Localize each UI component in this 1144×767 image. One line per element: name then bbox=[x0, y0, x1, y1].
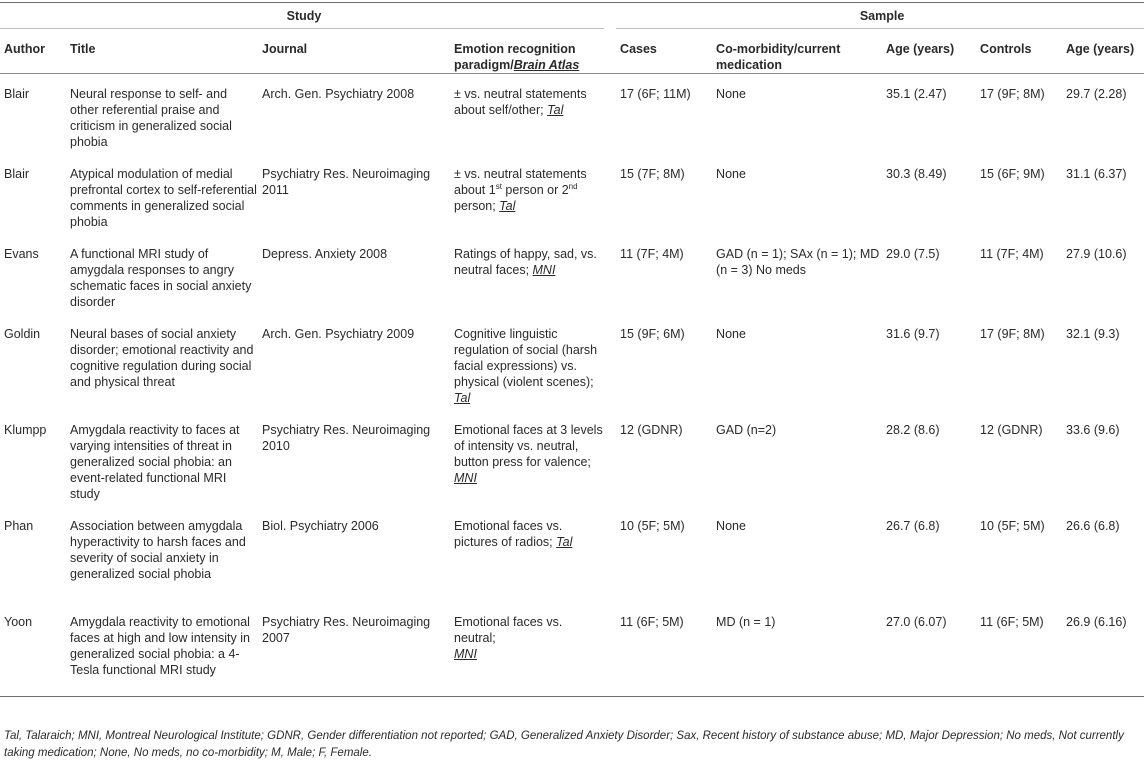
atlas-label: MNI bbox=[454, 471, 477, 485]
cell-age-controls: 32.1 (9.3) bbox=[1066, 327, 1120, 341]
paradigm-text: ± vs. neutral statements about 1 bbox=[454, 167, 587, 197]
table-row bbox=[0, 234, 1144, 314]
cell-author: Yoon bbox=[0, 602, 66, 697]
cell-comorbidity: None bbox=[716, 87, 746, 101]
header-age-controls: Age (years) bbox=[1062, 29, 1144, 74]
paradigm-text: Ratings of happy, sad, vs. neutral faces; bbox=[454, 247, 597, 277]
table-row bbox=[0, 602, 1144, 697]
atlas-label: MNI bbox=[532, 263, 556, 277]
cell-cases: 11 (7F; 4M) bbox=[620, 247, 684, 261]
cell-paradigm bbox=[450, 74, 604, 155]
header-age-cases: Age (years) bbox=[882, 29, 976, 74]
atlas-label: Tal bbox=[547, 103, 564, 117]
table-row bbox=[0, 506, 1144, 602]
atlas-label: Tal bbox=[499, 199, 516, 213]
cell-gap bbox=[604, 154, 616, 234]
cell-age-controls: 33.6 (9.6) bbox=[1066, 423, 1120, 437]
atlas-label: Tal bbox=[556, 535, 573, 549]
atlas-label: Tal bbox=[454, 391, 471, 405]
cell-journal: Psychiatry Res. Neuroimaging 2010 bbox=[262, 423, 431, 453]
cell-paradigm bbox=[450, 602, 604, 697]
cell-paradigm bbox=[450, 234, 604, 314]
cell-controls: 11 (7F; 4M) bbox=[980, 247, 1044, 261]
cell-cases: 11 (6F; 5M) bbox=[616, 602, 712, 697]
cell-title: A functional MRI study of amygdala responses to angry schematic faces in social anxiety disorder bbox=[70, 247, 252, 309]
cell-comorbidity: None bbox=[716, 519, 746, 533]
cell-title: Association between amygdala hyperactivity to harsh faces and severity of social anxiety in generalized social phobia bbox=[70, 519, 246, 581]
atlas-label: MNI bbox=[454, 647, 477, 661]
cell-gap bbox=[604, 410, 616, 506]
cell-age-cases: 29.0 (7.5) bbox=[886, 247, 940, 261]
cell-age-controls: 27.9 (10.6) bbox=[1066, 247, 1127, 261]
group-header-gap bbox=[604, 3, 616, 29]
cell-paradigm bbox=[450, 410, 604, 506]
cell-comorbidity: None bbox=[716, 167, 746, 181]
header-comorbidity: Co-morbidity/current medication bbox=[712, 29, 882, 74]
paradigm-text: Emotional faces vs. neutral; bbox=[454, 615, 563, 645]
cell-controls: 10 (5F; 5M) bbox=[980, 519, 1045, 533]
column-header-row bbox=[0, 29, 1144, 74]
cell-cases: 15 (9F; 6M) bbox=[620, 327, 685, 341]
cell-paradigm bbox=[450, 154, 604, 234]
cell-gap bbox=[604, 314, 616, 410]
table-row bbox=[0, 410, 1144, 506]
paradigm-text: ± vs. neutral statements about self/other; bbox=[454, 87, 587, 117]
cell-age-cases: 28.2 (8.6) bbox=[886, 423, 940, 437]
cell-author: Blair bbox=[4, 167, 30, 181]
header-controls: Controls bbox=[976, 29, 1062, 74]
paradigm-text-3: person; bbox=[454, 199, 500, 213]
cell-gap bbox=[604, 74, 616, 155]
cell-author: Evans bbox=[4, 247, 39, 261]
header-cases: Cases bbox=[616, 29, 712, 74]
group-header-study: Study bbox=[0, 3, 604, 29]
cell-age-cases: 30.3 (8.49) bbox=[886, 167, 947, 181]
cell-cases: 17 (6F; 11M) bbox=[620, 87, 691, 101]
cell-cases: 10 (5F; 5M) bbox=[620, 519, 685, 533]
cell-gap bbox=[604, 234, 616, 314]
cell-controls: 17 (9F; 8M) bbox=[980, 87, 1045, 101]
cell-comorbidity: GAD (n=2) bbox=[716, 423, 777, 437]
cell-comorbidity: MD (n = 1) bbox=[712, 602, 882, 697]
cell-author: Blair bbox=[4, 87, 30, 101]
cell-age-controls: 31.1 (6.37) bbox=[1066, 167, 1127, 181]
cell-author: Goldin bbox=[4, 327, 41, 341]
table-row bbox=[0, 74, 1144, 155]
paradigm-text: Cognitive linguistic regulation of social (harsh facial expressions) vs. physical (violent scenes); bbox=[454, 327, 598, 389]
cell-age-controls: 29.7 (2.28) bbox=[1066, 87, 1127, 101]
header-author: Author bbox=[0, 29, 66, 74]
cell-age-controls: 26.9 (6.16) bbox=[1062, 602, 1144, 697]
cell-journal: Depress. Anxiety 2008 bbox=[262, 247, 388, 261]
cell-journal: Biol. Psychiatry 2006 bbox=[262, 519, 379, 533]
studies-table bbox=[0, 2, 1144, 697]
cell-journal: Arch. Gen. Psychiatry 2009 bbox=[262, 327, 415, 341]
cell-title: Amygdala reactivity to emotional faces at high and low intensity in generalized social phobia: a 4-Tesla functional MRI study bbox=[66, 602, 258, 697]
cell-controls: 11 (6F; 5M) bbox=[976, 602, 1062, 697]
cell-journal: Arch. Gen. Psychiatry 2008 bbox=[262, 87, 415, 101]
cell-age-cases: 26.7 (6.8) bbox=[886, 519, 940, 533]
cell-comorbidity: GAD (n = 1); SAx (n = 1); MD (n = 3) No meds bbox=[716, 247, 880, 277]
cell-journal: Psychiatry Res. Neuroimaging 2007 bbox=[258, 602, 450, 697]
superscript-st: st bbox=[495, 182, 502, 191]
header-title: Title bbox=[66, 29, 258, 74]
header-brain-atlas: Brain Atlas bbox=[513, 58, 580, 72]
header-journal: Journal bbox=[258, 29, 450, 74]
cell-controls: 12 (GDNR) bbox=[980, 423, 1043, 437]
superscript-nd: nd bbox=[568, 182, 578, 191]
cell-author: Phan bbox=[4, 519, 34, 533]
paradigm-text-2: person or 2 bbox=[501, 183, 569, 197]
cell-gap bbox=[604, 506, 616, 602]
cell-age-cases: 27.0 (6.07) bbox=[882, 602, 976, 697]
paradigm-text: Emotional faces at 3 levels of intensity vs. neutral, button press for valence; bbox=[454, 423, 603, 469]
cell-age-cases: 35.1 (2.47) bbox=[886, 87, 947, 101]
cell-controls: 17 (9F; 8M) bbox=[980, 327, 1045, 341]
table-row bbox=[0, 154, 1144, 234]
cell-cases: 15 (7F; 8M) bbox=[620, 167, 685, 181]
cell-age-controls: 26.6 (6.8) bbox=[1066, 519, 1120, 533]
group-header-row bbox=[0, 3, 1144, 29]
header-paradigm bbox=[450, 29, 604, 74]
cell-controls: 15 (6F; 9M) bbox=[980, 167, 1045, 181]
cell-journal: Psychiatry Res. Neuroimaging 2011 bbox=[262, 167, 431, 197]
group-header-sample: Sample bbox=[616, 3, 1144, 29]
cell-paradigm bbox=[450, 314, 604, 410]
table-footnote: Tal, Talaraich; MNI, Montreal Neurological Institute; GDNR, Gender differentiation not reported; GAD, Generalized Anxiety Disorder; Sax, Recent history of substance abuse; MD, Major Depression; No meds, Not currently taking medication; None, No meds, no co-morbidity; M, Male; F, Female. bbox=[4, 730, 1124, 759]
cell-cases: 12 (GDNR) bbox=[620, 423, 683, 437]
cell-title: Neural response to self- and other referential praise and criticism in generalized social phobia bbox=[70, 87, 232, 149]
cell-title: Amygdala reactivity to faces at varying intensities of threat in generalized social phobia: an event-related functional MRI study bbox=[70, 423, 240, 501]
cell-gap bbox=[604, 602, 616, 697]
cell-age-cases: 31.6 (9.7) bbox=[886, 327, 940, 341]
header-paradigm-text: Emotion recognition paradigm/ bbox=[454, 42, 576, 72]
cell-title: Neural bases of social anxiety disorder; emotional reactivity and cognitive regulation during social and physical threat bbox=[70, 327, 254, 389]
table-row bbox=[0, 314, 1144, 410]
cell-author: Klumpp bbox=[4, 423, 47, 437]
cell-comorbidity: None bbox=[716, 327, 746, 341]
cell-paradigm bbox=[450, 506, 604, 602]
paradigm-text: Emotional faces vs. pictures of radios; bbox=[454, 519, 563, 549]
header-gap bbox=[604, 29, 616, 74]
cell-title: Atypical modulation of medial prefrontal cortex to self-referential comments in generalized social phobia bbox=[70, 167, 257, 229]
